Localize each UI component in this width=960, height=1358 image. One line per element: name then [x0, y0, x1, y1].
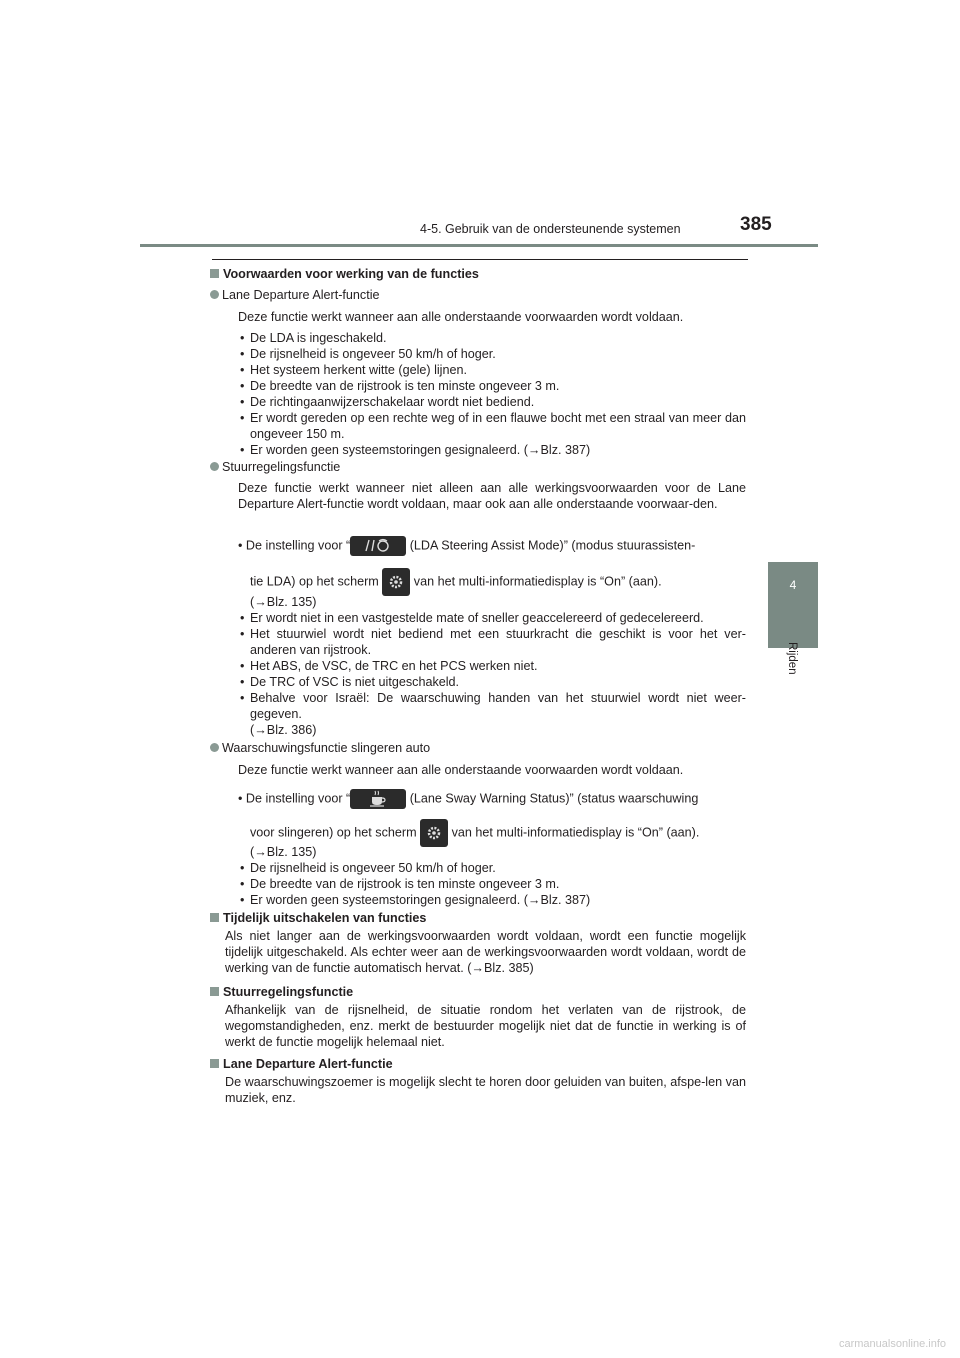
list-item: • De TRC of VSC is niet uitgeschakeld. — [238, 674, 746, 690]
paragraph: Deze functie werkt wanneer aan alle onderstaande voorwaarden wordt voldaan. — [238, 310, 684, 324]
settings-gear-icon — [420, 819, 448, 847]
header-rule — [140, 244, 818, 247]
list-item: • De breedte van de rijstrook is ten minste ongeveer 3 m. — [238, 378, 746, 394]
paragraph: Deze functie werkt wanneer niet alleen aan alle werkingsvoorwaarden voor de Lane Departure Alert-functie wordt voldaan, maar ook aan alle onderstaande voorwaar-den. — [238, 481, 746, 511]
square-bullet-icon — [210, 913, 219, 922]
paragraph: Afhankelijk van de rijsnelheid, de situatie rondom het verlaten van de rijstrook, de wegomstandigheden, enz. merkt de bestuurder mogelijk niet dat de functie in werking is of werkt de functie mogelijk helemaal niet. — [225, 1003, 746, 1049]
paragraph: De waarschuwingszoemer is mogelijk slecht te horen door geluiden van buiten, afspe-len van muziek, enz. — [225, 1075, 746, 1105]
round-bullet-icon — [210, 743, 219, 752]
subsection-title: Stuurregelingsfunctie — [210, 459, 340, 475]
lda-steering-assist-icon — [350, 536, 406, 556]
list-item: • De LDA is ingeschakeld. — [238, 330, 746, 346]
list-item: • Het systeem herkent witte (gele) lijnen. — [238, 362, 746, 378]
cross-reference: (→Blz. 135) — [250, 595, 317, 609]
chapter-tab — [768, 562, 818, 648]
section-heading: Voorwaarden voor werking van de functies — [210, 266, 479, 282]
square-bullet-icon — [210, 1059, 219, 1068]
list-item: • Het ABS, de VSC, de TRC en het PCS werken niet. — [238, 658, 746, 674]
content-rule — [212, 259, 748, 260]
list-item-continuation: tie LDA) op het scherm van het multi-informatiedisplay is “On” (aan). — [250, 568, 746, 596]
section-heading: Tijdelijk uitschakelen van functies — [210, 910, 426, 926]
square-bullet-icon — [210, 269, 219, 278]
settings-gear-icon — [382, 568, 410, 596]
list-item: • Het stuurwiel wordt niet bediend met een stuurkracht die geschikt is voor het ver-anderen van rijstrook. — [238, 626, 746, 658]
list-item: • De richtingaanwijzerschakelaar wordt niet bediend. — [238, 394, 746, 410]
list-item: • Er wordt gereden op een rechte weg of in een flauwe bocht met een straal van meer dan ongeveer 150 m. — [238, 410, 746, 442]
round-bullet-icon — [210, 462, 219, 471]
section-heading: Lane Departure Alert-functie — [210, 1056, 393, 1072]
list-item: • De rijsnelheid is ongeveer 50 km/h of hoger. — [238, 346, 746, 362]
cross-reference: (→Blz. 135) — [250, 845, 317, 859]
square-bullet-icon — [210, 987, 219, 996]
subsection-title: Lane Departure Alert-functie — [210, 287, 380, 303]
chapter-label — [784, 642, 800, 702]
cross-reference: (→Blz. 386) — [250, 723, 317, 737]
list-item: • Er worden geen systeemstoringen gesignaleerd. (→Blz. 387) — [238, 442, 746, 458]
list-item: • Er worden geen systeemstoringen gesignaleerd. (→Blz. 387) — [238, 892, 746, 908]
list-item: • De breedte van de rijstrook is ten minste ongeveer 3 m. — [238, 876, 746, 892]
page-number: 385 — [740, 214, 772, 235]
chapter-number: 4 — [789, 578, 797, 592]
list-item: • Behalve voor Israël: De waarschuwing handen van het stuurwiel wordt niet weer-gegeven. — [238, 690, 746, 722]
list-item-continuation: voor slingeren) op het scherm van het multi-informatiedisplay is “On” (aan). — [250, 819, 746, 847]
chapter-label-text: Rijden — [786, 642, 798, 675]
section-heading: Stuurregelingsfunctie — [210, 984, 353, 1000]
subsection-title: Waarschuwingsfunctie slingeren auto — [210, 740, 430, 756]
coffee-cup-icon — [350, 789, 406, 809]
list-item: • Er wordt niet in een vastgestelde mate of sneller geaccelereerd of gedecelereerd. — [238, 610, 746, 626]
list-item-with-icon: • De instelling voor “ (LDA Steering Assist Mode)” (modus stuurassisten- — [238, 536, 746, 556]
watermark: carmanualsonline.info — [838, 1338, 946, 1350]
paragraph: Deze functie werkt wanneer aan alle onderstaande voorwaarden wordt voldaan. — [238, 763, 684, 777]
list-item-with-icon: • De instelling voor “ (Lane Sway Warning Status)” (status waarschuwing — [238, 789, 746, 809]
paragraph: Als niet langer aan de werkingsvoorwaarden wordt voldaan, wordt een functie mogelijk tijdelijk uitgeschakeld. Als echter weer aan de werkingsvoorwaarden wordt voldaan, wordt de werking van de functie automatisch hervat. (→Blz. 385) — [225, 929, 746, 975]
list-item: • De rijsnelheid is ongeveer 50 km/h of hoger. — [238, 860, 746, 876]
running-header: 4-5. Gebruik van de ondersteunende systemen — [420, 222, 681, 236]
round-bullet-icon — [210, 290, 219, 299]
